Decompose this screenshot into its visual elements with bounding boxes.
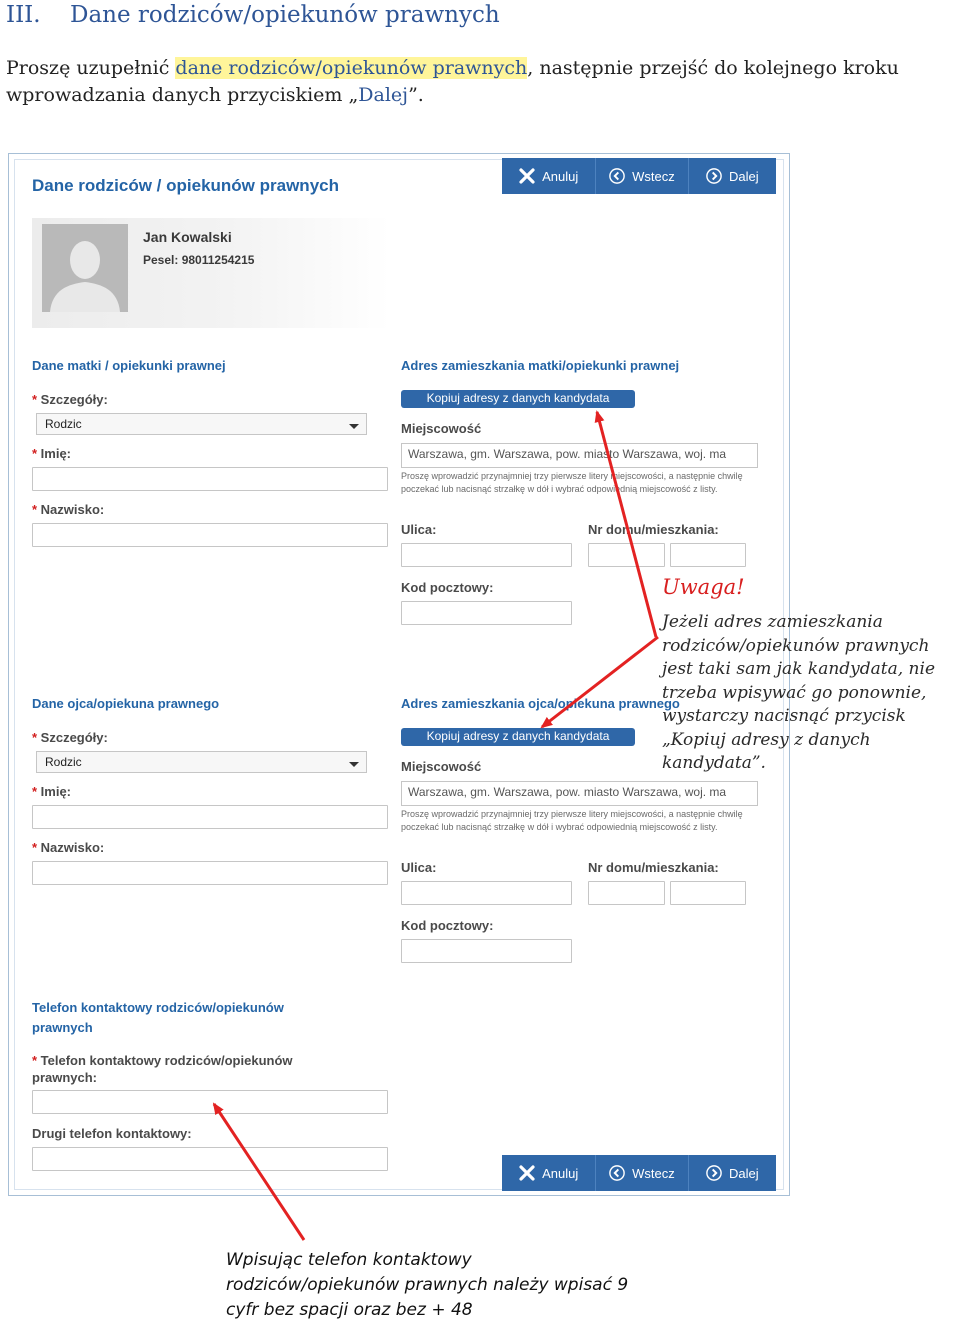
- phone-main-label: * Telefon kontaktowy rodziców/opiekunów prawnych:: [32, 1053, 293, 1085]
- warning-note: Jeżeli adres zamieszkania rodziców/opiekunów prawnych jest taki sam jak kandydata, nie trzeba wpisywać go ponownie, wystarczy nacisnąć przycisk „Kopiuj adresy z danych kandydata”.: [662, 612, 936, 773]
- mother-first-name-label: * Imię:: [32, 446, 72, 461]
- candidate-name: Jan Kowalski: [143, 229, 232, 245]
- father-street-label: Ulica:: [401, 860, 437, 875]
- father-house-label: Nr domu/mieszkania:: [588, 860, 719, 875]
- mother-address-title: Adres zamieszkania matki/opiekunki prawnej: [401, 358, 680, 373]
- phone-section-title: Telefon kontaktowy rodziców/opiekunów prawnych: [32, 1000, 284, 1035]
- mother-house-label: Nr domu/mieszkania:: [588, 522, 719, 537]
- warning-title: Uwaga!: [662, 575, 745, 599]
- intro-text-start: Proszę uzupełnić: [6, 57, 176, 79]
- father-first-name-label: * Imię:: [32, 784, 72, 799]
- next-label: Dalej: [729, 1165, 759, 1181]
- dalej-reference: Dalej: [358, 84, 409, 106]
- arrow-to-phone-input: [214, 1104, 304, 1240]
- phone-note: Wpisując telefon kontaktowy rodziców/opiekunów prawnych należy wpisać 9 cyfr bez spacji oraz bez + 48: [226, 1250, 629, 1320]
- father-city-label: Miejscowość: [401, 759, 482, 774]
- next-label: Dalej: [729, 168, 759, 184]
- father-section-title: Dane ojca/opiekuna prawnego: [32, 696, 220, 711]
- section-title: Dane rodziców/opiekunów prawnych: [70, 2, 500, 28]
- arrow-to-father-copy-button: [542, 637, 658, 727]
- father-city-hint: Proszę wprowadzić przynajmniej trzy pierwsze litery miejscowości, a następnie chwilę poczekać lub nacisnąć strzałkę w dół i wybrać odpowiednią miejscowość z listy.: [401, 809, 743, 832]
- back-label: Wstecz: [632, 168, 675, 184]
- father-details-value: Rodzic: [45, 755, 82, 769]
- panel-title: Dane rodziców / opiekunów prawnych: [32, 176, 339, 195]
- back-label: Wstecz: [632, 1165, 675, 1181]
- phone-second-label: Drugi telefon kontaktowy:: [32, 1126, 192, 1141]
- mother-city-input[interactable]: Warszawa, gm. Warszawa, pow. miasto Warszawa, woj. ma: [401, 443, 758, 468]
- father-last-name-label: * Nazwisko:: [32, 840, 105, 855]
- arrow-to-mother-copy-button: [597, 412, 656, 637]
- mother-street-label: Ulica:: [401, 522, 437, 537]
- mother-section-title: Dane matki / opiekunki prawnej: [32, 358, 226, 373]
- mother-details-value: Rodzic: [45, 417, 82, 431]
- mother-city-hint: Proszę wprowadzić przynajmniej trzy pierwsze litery miejscowości, a następnie chwilę poczekać lub nacisnąć strzałkę w dół i wybrać odpowiednią miejscowość z listy.: [401, 471, 743, 494]
- father-city-input[interactable]: Warszawa, gm. Warszawa, pow. miasto Warszawa, woj. ma: [401, 781, 758, 806]
- section-number: III.: [6, 2, 41, 28]
- father-details-label: * Szczegóły:: [32, 730, 108, 745]
- cancel-label: Anuluj: [542, 168, 579, 184]
- pesel-value: 98011254215: [181, 253, 255, 267]
- intro-text-middle: , następnie przejść do kolejnego kroku wprowadzania danych przyciskiem „: [6, 57, 899, 106]
- mother-last-name-label: * Nazwisko:: [32, 502, 105, 517]
- pesel-label: Pesel:: [143, 253, 179, 267]
- father-address-title: Adres zamieszkania ojca/opiekuna prawnego: [401, 696, 680, 711]
- father-postal-label: Kod pocztowy:: [401, 918, 494, 933]
- mother-city-label: Miejscowość: [401, 421, 482, 436]
- intro-highlight: dane rodziców/opiekunów prawnych: [175, 57, 528, 79]
- mother-details-label: * Szczegóły:: [32, 392, 108, 407]
- father-copy-address-button[interactable]: Kopiuj adresy z danych kandydata: [401, 728, 635, 746]
- mother-copy-address-button[interactable]: Kopiuj adresy z danych kandydata: [401, 390, 635, 408]
- cancel-label: Anuluj: [542, 1165, 579, 1181]
- intro-text-end: ”.: [408, 84, 424, 106]
- mother-postal-label: Kod pocztowy:: [401, 580, 494, 595]
